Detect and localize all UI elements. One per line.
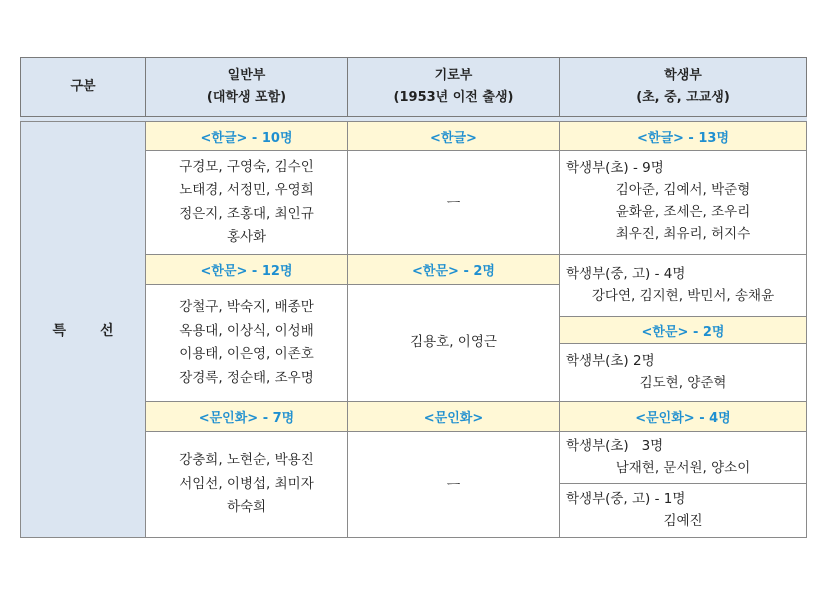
header-category	[20, 57, 146, 117]
student-munin-elementary-heading: 학생부(초) 3명	[566, 438, 664, 454]
student-munin-secondary-names: 김예진	[663, 513, 703, 529]
row-label-b: 선	[100, 322, 114, 339]
header-student-title: 학생부	[664, 68, 702, 83]
senior-munin-value	[347, 431, 560, 538]
header-senior	[347, 57, 560, 117]
header-senior-title: 기로부	[434, 68, 473, 83]
student-hangul-elementary-names: 김아준, 김예서, 박준형	[615, 182, 751, 198]
general-munin-name-line: 서임선, 이병섭, 최미자	[179, 475, 314, 492]
general-hanmun-category-label: <한문> - 12명	[200, 264, 293, 279]
student-hanmun-category	[559, 316, 807, 344]
header-general-title: 일반부	[227, 68, 266, 83]
senior-munin-dash: ㅡ	[446, 477, 461, 494]
header-student-subtitle: (초, 중, 고교생)	[636, 90, 730, 105]
general-munin-name-line: 하숙희	[226, 499, 267, 516]
row-label-a: 특	[52, 322, 66, 339]
senior-hangul-category	[347, 121, 560, 151]
student-munin-category	[559, 401, 807, 432]
student-munin-elementary	[559, 431, 807, 484]
header-senior-subtitle: (1953년 이전 출생)	[393, 90, 514, 105]
student-hanmun-elementary-names: 김도현, 양준혁	[639, 375, 727, 391]
student-munin-secondary	[559, 483, 807, 538]
student-hangul-elementary-names: 윤화윤, 조세은, 조우리	[615, 204, 751, 220]
senior-munin-category-label: <문인화>	[423, 411, 484, 426]
general-hangul-category	[145, 121, 348, 151]
senior-hangul-category-label: <한글>	[430, 130, 477, 146]
general-hangul-name-line: 구경모, 구영숙, 김수인	[179, 158, 314, 175]
general-munin-category	[145, 401, 348, 432]
header-category-label: 구분	[70, 79, 96, 94]
general-hanmun-category	[145, 254, 348, 285]
student-hanmun-category-label: <한문> - 2명	[641, 324, 725, 340]
row-label-cell	[20, 121, 146, 538]
senior-hangul-dash: ㅡ	[446, 195, 461, 212]
student-hangul-secondary-heading: 학생부(중, 고) - 4명	[566, 266, 686, 282]
senior-hanmun-name-line: 김용호, 이영근	[410, 334, 497, 351]
header-general	[145, 57, 348, 117]
senior-hanmun-category	[347, 254, 560, 285]
student-munin-elementary-names: 남재현, 문서원, 양소이	[615, 460, 751, 476]
student-hangul-category	[559, 121, 807, 151]
senior-munin-category	[347, 401, 560, 432]
senior-hangul-value	[347, 150, 560, 255]
general-hanmun-names	[145, 284, 348, 402]
general-hangul-names	[145, 150, 348, 255]
student-hangul-category-label: <한글> - 13명	[637, 130, 729, 146]
student-hanmun-elementary	[559, 343, 807, 402]
student-hangul-secondary-names: 강다연, 김지현, 박민서, 송채윤	[591, 288, 775, 304]
general-hangul-category-label: <한글> - 10명	[200, 130, 293, 146]
general-hanmun-name-line: 강철구, 박숙지, 배종만	[179, 299, 314, 315]
general-hangul-name-line: 홍사화	[226, 229, 267, 245]
general-hanmun-name-line: 장경록, 정순태, 조우명	[179, 369, 314, 386]
student-hangul-elementary-heading: 학생부(초) - 9명	[566, 160, 664, 176]
general-hangul-name-line: 정은지, 조홍대, 최인규	[179, 205, 314, 222]
general-munin-category-label: <문인화> - 7명	[198, 411, 295, 426]
general-munin-name-line: 강충희, 노현순, 박용진	[179, 452, 314, 469]
student-hangul-secondary	[559, 254, 807, 317]
student-munin-category-label: <문인화> - 4명	[635, 411, 731, 426]
header-general-subtitle: (대학생 포함)	[206, 90, 287, 105]
senior-hanmun-category-label: <한문> - 2명	[412, 264, 495, 279]
senior-hanmun-names	[347, 284, 560, 402]
student-hangul-elementary-names: 최우진, 최유리, 허지수	[615, 226, 751, 242]
header-student	[559, 57, 807, 117]
general-hanmun-name-line: 이용태, 이은영, 이존호	[179, 346, 314, 362]
student-munin-secondary-heading: 학생부(중, 고) - 1명	[566, 491, 686, 507]
general-munin-names	[145, 431, 348, 538]
student-hanmun-elementary-heading: 학생부(초) 2명	[566, 353, 655, 369]
general-hangul-name-line: 노태경, 서정민, 우영희	[179, 182, 314, 198]
student-hangul-elementary	[559, 150, 807, 255]
general-hanmun-name-line: 옥용대, 이상식, 이성배	[179, 322, 314, 339]
